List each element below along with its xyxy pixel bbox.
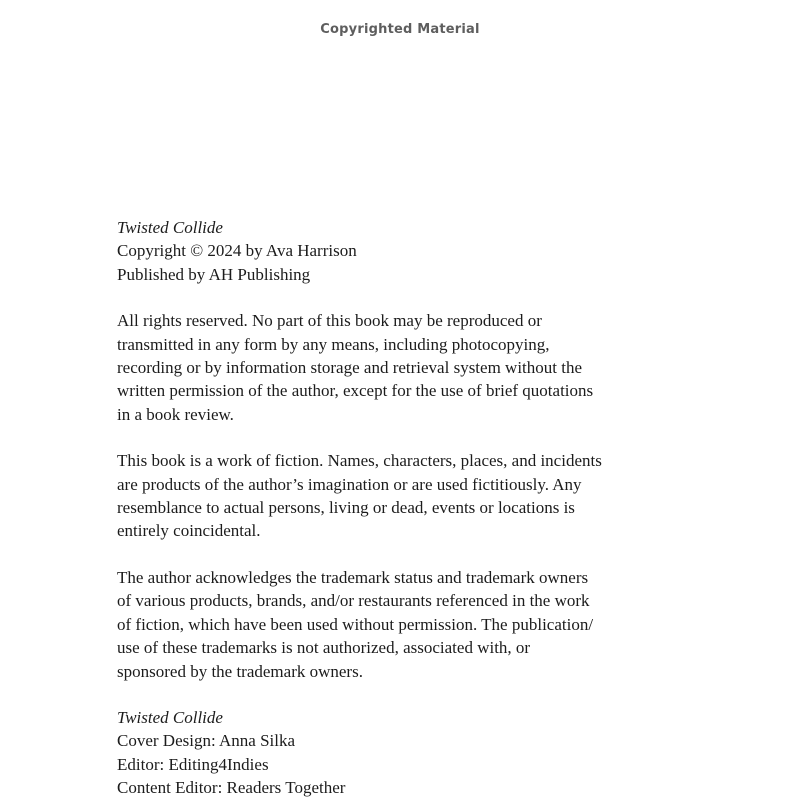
book-title: Twisted Collide	[117, 218, 223, 237]
copyright-line: Copyright © 2024 by Ava Harrison	[117, 241, 357, 261]
rights-line: All rights reserved. No part of this book may be reproduced or	[117, 311, 542, 331]
rights-paragraph	[117, 309, 657, 426]
trademark-line: use of these trademarks is not authorized, associated with, or	[117, 638, 531, 658]
trademark-line: of fiction, which have been used without permission. The publication/	[117, 614, 594, 634]
rights-line: written permission of the author, except for the use of brief quotations	[117, 381, 594, 401]
rights-line: in a book review.	[117, 404, 234, 424]
credits-block	[117, 706, 657, 800]
trademark-line: sponsored by the trademark owners.	[117, 661, 363, 681]
fiction-disclaimer-paragraph	[117, 449, 657, 543]
fiction-line: are products of the author’s imagination or are used fictitiously. Any	[117, 474, 582, 494]
editor-credit: Editor: Editing4Indies	[117, 754, 269, 774]
credits-book-title: Twisted Collide	[117, 707, 223, 727]
publisher-line: Published by AH Publishing	[117, 264, 311, 284]
trademark-paragraph	[117, 566, 657, 683]
trademark-line: of various products, brands, and/or restaurants referenced in the work	[117, 591, 590, 611]
paragraph-gap	[117, 426, 657, 449]
cover-design-credit: Cover Design: Anna Silka	[117, 731, 296, 751]
fiction-line: entirely coincidental.	[117, 521, 261, 541]
copyright-page-text	[117, 216, 657, 800]
paragraph-gap	[117, 286, 657, 309]
fiction-line: This book is a work of fiction. Names, characters, places, and incidents	[117, 451, 602, 471]
paragraph-gap	[117, 543, 657, 566]
rights-line: recording or by information storage and retrieval system without the	[117, 358, 583, 378]
trademark-line: The author acknowledges the trademark status and trademark owners	[117, 567, 589, 587]
fiction-line: resemblance to actual persons, living or dead, events or locations is	[117, 498, 575, 518]
rights-line: transmitted in any form by any means, including photocopying,	[117, 334, 550, 354]
title-block	[117, 216, 657, 286]
paragraph-gap	[117, 683, 657, 706]
content-editor-credit: Content Editor: Readers Together	[117, 778, 346, 798]
copyrighted-material-watermark: Copyrighted Material	[320, 22, 480, 37]
